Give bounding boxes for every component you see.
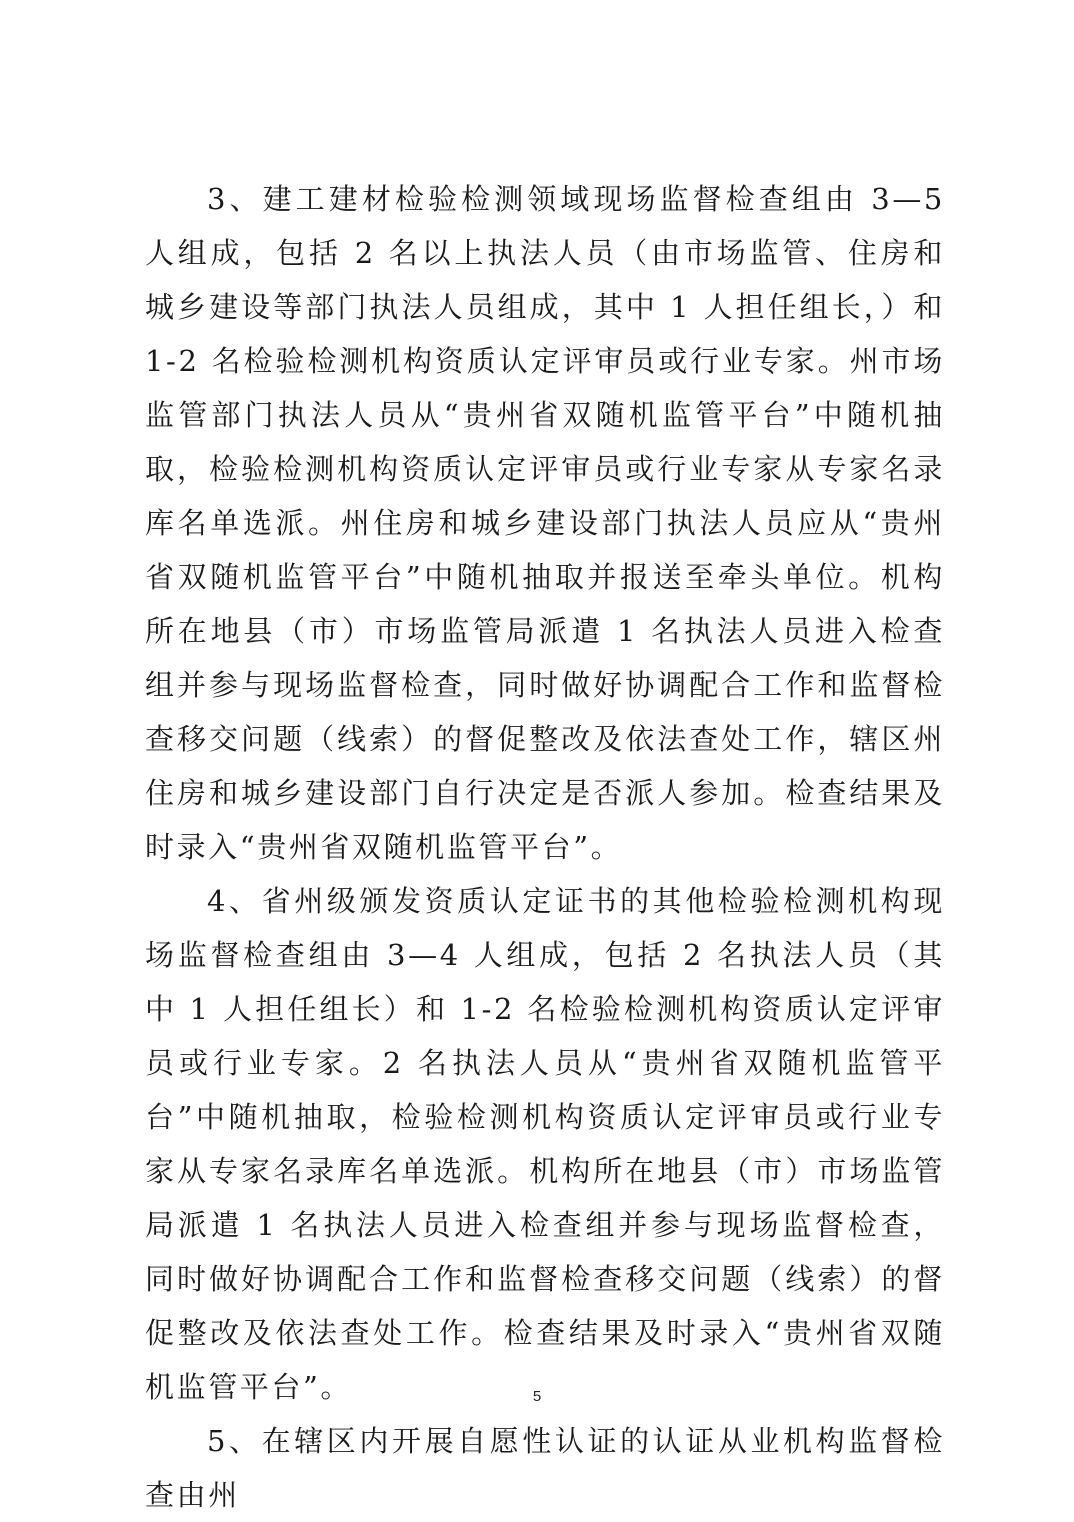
paragraph-item-5: 5、在辖区内开展自愿性认证的认证从业机构监督检查由州 [145,1424,945,1512]
paragraph-item-3: 3、建工建材检验检测领域现场监督检查组由 3—5 人组成，包括 2 名以上执法人员（由市场监管、住房和城乡建设等部门执法人员组成，其中 1 人担任组长，）和 1-2 名检验检测机构资质认定评审员或行业专家。州市场监管部门执法人员从“贵州省双随机监管平台”中随机抽取，检验检测机构资质认定评审员或行业专家从专家名录库名单选派。州住房和城乡建设部门执法人员应从“贵州省双随机监管平台”中随机抽取并报送至牵头单位。机构所在地县（市）市场监管局派遣 1 名执法人员进入检查组并参与现场监督检查，同时做好协调配合工作和监督检查移交问题（线索）的督促整改及依法查处工作，辖区州住房和城乡建设部门自行决定是否派人参加。检查结果及时录入“贵州省双随机监管平台”。 [145,182,945,864]
paragraph-item-4: 4、省州级颁发资质认定证书的其他检验检测机构现场监督检查组由 3—4 人组成，包括 2 名执法人员（其中 1 人担任组长）和 1-2 名检验检测机构资质认定评审员或行业专家。2 名执法人员从“贵州省双随机监管平台”中随机抽取，检验检测机构资质认定评审员或行业专家从专家名录库名单选派。机构所在地县（市）市场监管局派遣 1 名执法人员进入检查组并参与现场监督检查，同时做好协调配合工作和监督检查移交问题（线索）的督促整改及依法查处工作。检查结果及时录入“贵州省双随机监管平台”。 [145,884,945,1404]
document-body [145,172,945,1522]
page-number: 5 [532,1388,542,1405]
